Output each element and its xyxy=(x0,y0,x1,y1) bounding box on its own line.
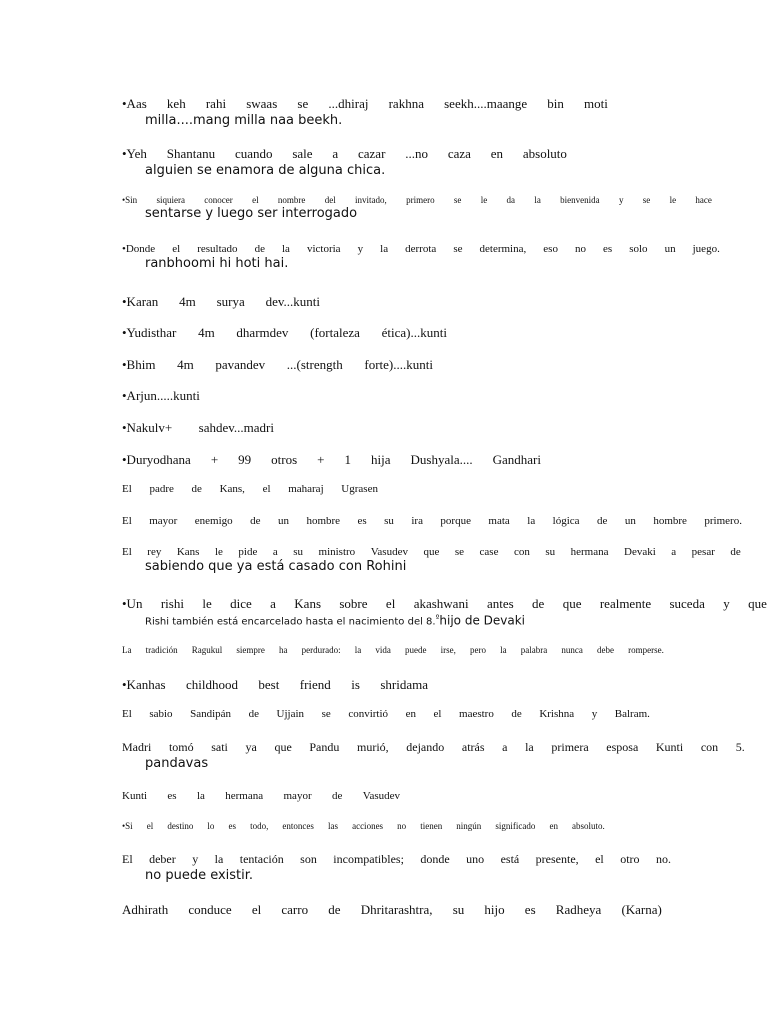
word: caza xyxy=(447,146,471,161)
word: la xyxy=(500,645,507,655)
word: porque xyxy=(440,515,471,527)
list-item xyxy=(122,243,720,271)
word: es xyxy=(228,821,236,831)
word: significado xyxy=(495,821,536,831)
word: hombre xyxy=(653,515,687,527)
word: le xyxy=(214,546,223,558)
word: El xyxy=(122,852,133,866)
word: dejando xyxy=(406,740,445,754)
word: de xyxy=(597,515,608,527)
word: keh xyxy=(166,96,186,111)
word: mayor xyxy=(283,790,312,802)
word: enemigo xyxy=(194,515,233,527)
word: Kans, xyxy=(219,483,245,495)
list-item xyxy=(122,596,767,627)
word: conduce xyxy=(188,902,232,917)
word: akashwani xyxy=(413,596,469,611)
entry-line xyxy=(122,596,767,612)
word: ningún xyxy=(456,821,482,831)
word: el xyxy=(595,852,604,866)
word: •Sin xyxy=(122,195,138,205)
word: lo xyxy=(207,821,215,831)
word: Kans xyxy=(176,546,200,558)
entry-line xyxy=(122,790,400,802)
word: de xyxy=(511,708,522,720)
word: padre xyxy=(149,483,174,495)
word: a xyxy=(671,546,677,558)
word: primero. xyxy=(704,515,742,527)
word: deber xyxy=(149,852,176,866)
word: Devaki xyxy=(624,546,656,558)
entry-line xyxy=(122,294,320,310)
word: es xyxy=(167,790,177,802)
word: rakhna xyxy=(388,96,424,111)
entry-line xyxy=(122,452,541,468)
word: es xyxy=(524,902,536,917)
word: le xyxy=(202,596,212,611)
word: hombre xyxy=(306,515,341,527)
word: de xyxy=(331,790,343,802)
list-item xyxy=(122,294,320,310)
word: irse, xyxy=(440,645,456,655)
word: 4m xyxy=(198,325,215,340)
list-item xyxy=(122,546,741,574)
word: todo, xyxy=(250,821,269,831)
word: Vasudev xyxy=(370,546,408,558)
ordinal-superscript: º xyxy=(435,613,440,622)
word: El xyxy=(122,546,132,558)
word: tradición xyxy=(145,645,178,655)
word: sahdev...madri xyxy=(198,420,274,435)
word: se xyxy=(453,243,463,255)
list-item xyxy=(122,195,712,221)
word: las xyxy=(328,821,338,831)
word: friend xyxy=(299,677,331,692)
entry-continuation: alguien se enamora de alguna chica. xyxy=(145,163,386,178)
word: le xyxy=(480,195,488,205)
word: Ragukul xyxy=(191,645,223,655)
word: (Karna) xyxy=(621,902,662,917)
word: que xyxy=(423,546,440,558)
word: en xyxy=(490,146,504,161)
word: es xyxy=(357,515,367,527)
word: nunca xyxy=(561,645,583,655)
continuation-part: hijo de Devaki xyxy=(439,613,525,628)
word: lógica xyxy=(552,515,580,527)
word: hija xyxy=(371,452,391,467)
word: antes xyxy=(486,596,514,611)
word: is xyxy=(351,677,360,692)
word: tienen xyxy=(420,821,443,831)
list-item xyxy=(122,325,447,341)
word: entonces xyxy=(282,821,314,831)
word: otro xyxy=(620,852,640,866)
word: y xyxy=(618,195,624,205)
entry-line xyxy=(122,740,745,755)
word: eso xyxy=(543,243,558,255)
word: la xyxy=(534,195,541,205)
word: con xyxy=(513,546,530,558)
word: bienvenida xyxy=(560,195,600,205)
entry-continuation: sabiendo que ya está casado con Rohini xyxy=(145,559,407,574)
word: un xyxy=(664,243,676,255)
word: se xyxy=(453,195,462,205)
word: Sandipán xyxy=(190,708,232,720)
word: de xyxy=(254,243,265,255)
word: que xyxy=(748,596,767,611)
word: best xyxy=(258,677,280,692)
word: •Nakulv+ xyxy=(122,420,173,435)
entry-line xyxy=(122,515,742,527)
word: no xyxy=(574,243,586,255)
entry-continuation: sentarse y luego ser interrogado xyxy=(145,206,358,221)
word: romperse. xyxy=(628,645,664,655)
entry-line xyxy=(122,146,567,162)
entry-line xyxy=(122,420,274,436)
word: Kunti xyxy=(122,790,148,802)
word: en xyxy=(549,821,558,831)
word: La xyxy=(122,645,132,655)
word: El xyxy=(122,515,132,527)
word: del xyxy=(324,195,336,205)
word: case xyxy=(479,546,499,558)
word: Vasudev xyxy=(362,790,400,802)
entry-line xyxy=(122,546,741,558)
word: suceda xyxy=(669,596,705,611)
word: •Aas xyxy=(122,96,147,111)
word: Dhritarashtra, xyxy=(360,902,433,917)
word: juego. xyxy=(692,243,720,255)
word: de xyxy=(532,596,545,611)
word: pavandev xyxy=(215,357,266,372)
word: shridama xyxy=(380,677,428,692)
word: dice xyxy=(230,596,252,611)
word: invitado, xyxy=(355,195,387,205)
word: que xyxy=(274,740,292,754)
word: 99 xyxy=(238,452,252,467)
word: cazar xyxy=(358,146,386,161)
list-item xyxy=(122,452,541,468)
word: El xyxy=(122,483,132,495)
entry-continuation: milla....mang milla naa beekh. xyxy=(145,113,343,128)
word: a xyxy=(502,740,508,754)
word: ...dhiraj xyxy=(328,96,369,111)
word: sale xyxy=(292,146,313,161)
entry-line xyxy=(122,902,662,918)
entry-line xyxy=(122,852,671,867)
word: sati xyxy=(211,740,228,754)
word: mayor xyxy=(149,515,178,527)
entry-line xyxy=(122,483,378,495)
word: su xyxy=(384,515,394,527)
entry-line xyxy=(122,243,720,255)
word: que xyxy=(562,596,582,611)
list-item xyxy=(122,708,650,720)
word: el xyxy=(385,596,396,611)
word: maestro xyxy=(459,708,494,720)
word: •Duryodhana xyxy=(122,452,191,467)
word: da xyxy=(506,195,516,205)
word: forte)....kunti xyxy=(364,357,433,372)
word: siquiera xyxy=(156,195,185,205)
word: hijo xyxy=(484,902,505,917)
word: childhood xyxy=(185,677,238,692)
word: palabra xyxy=(520,645,548,655)
word: se xyxy=(321,708,331,720)
word: mata xyxy=(488,515,510,527)
word: el xyxy=(146,821,154,831)
word: ...(strength xyxy=(286,357,343,372)
word: ha xyxy=(279,645,288,655)
entry-line xyxy=(122,388,206,404)
word: •Arjun.....kunti xyxy=(122,388,200,403)
word: son xyxy=(300,852,317,866)
word: perdurado: xyxy=(301,645,341,655)
continuation-part: Rishi también está encarcelado hasta el nacimiento del 8. xyxy=(145,616,436,628)
list-item xyxy=(122,677,428,693)
word: ética)...kunti xyxy=(381,325,447,340)
word: ...no xyxy=(405,146,428,161)
word: la xyxy=(380,243,389,255)
word: uno xyxy=(466,852,485,866)
word: ya xyxy=(245,740,257,754)
word: dev...kunti xyxy=(265,294,320,309)
word: nombre xyxy=(277,195,306,205)
list-item xyxy=(122,483,378,495)
word: se xyxy=(297,96,309,111)
word: ira xyxy=(411,515,423,527)
word: de xyxy=(248,708,259,720)
entry-line xyxy=(122,195,712,205)
word: absoluto xyxy=(522,146,567,161)
list-item xyxy=(122,96,608,128)
entry-continuation: ranbhoomi hi hoti hai. xyxy=(145,256,289,271)
word: de xyxy=(191,483,202,495)
list-item xyxy=(122,852,671,883)
word: destino xyxy=(167,821,194,831)
word: su xyxy=(293,546,304,558)
word: 4m xyxy=(179,294,196,309)
word: carro xyxy=(281,902,309,917)
word: hermana xyxy=(570,546,609,558)
list-item xyxy=(122,515,742,527)
word: sabio xyxy=(149,708,173,720)
word: el xyxy=(252,195,259,205)
word: Shantanu xyxy=(166,146,216,161)
word: (fortaleza xyxy=(310,325,360,340)
word: pesar xyxy=(691,546,715,558)
word: primero xyxy=(406,195,435,205)
list-item xyxy=(122,420,274,436)
list-item xyxy=(122,388,206,404)
word: 1 xyxy=(344,452,351,467)
word: presente, xyxy=(535,852,579,866)
entry-line xyxy=(122,821,605,831)
list-item xyxy=(122,146,567,178)
word: su xyxy=(545,546,556,558)
word: a xyxy=(270,596,276,611)
word: de xyxy=(328,902,341,917)
word: debe xyxy=(596,645,614,655)
word: Radheya xyxy=(555,902,602,917)
word: absoluto. xyxy=(572,821,605,831)
word: Ugrasen xyxy=(341,483,378,495)
word: Madri xyxy=(122,740,152,754)
word: pide xyxy=(238,546,258,558)
word: se xyxy=(454,546,465,558)
word: y xyxy=(723,596,730,611)
word: rishi xyxy=(160,596,184,611)
word: pero xyxy=(469,645,486,655)
word: Kunti xyxy=(655,740,684,754)
word: vida xyxy=(375,645,391,655)
word: Gandhari xyxy=(492,452,541,467)
word: la xyxy=(527,515,536,527)
entry-line xyxy=(122,357,433,373)
word: murió, xyxy=(356,740,389,754)
word: y xyxy=(357,243,364,255)
word: rey xyxy=(147,546,162,558)
word: •Un xyxy=(122,596,143,611)
word: ministro xyxy=(318,546,356,558)
word: tomó xyxy=(168,740,194,754)
word: maharaj xyxy=(288,483,324,495)
entry-line xyxy=(122,96,608,112)
word: y xyxy=(591,708,598,720)
word: el xyxy=(172,243,181,255)
word: determina, xyxy=(479,243,527,255)
word: atrás xyxy=(461,740,485,754)
word: •Donde xyxy=(122,243,156,255)
list-item xyxy=(122,645,664,655)
word: cuando xyxy=(234,146,273,161)
word: sobre xyxy=(339,596,368,611)
word: •Si xyxy=(122,821,133,831)
word: el xyxy=(251,902,262,917)
word: Ujjain xyxy=(276,708,305,720)
word: hermana xyxy=(225,790,264,802)
word: •Yeh xyxy=(122,146,147,161)
word: seekh....maange xyxy=(444,96,528,111)
word: es xyxy=(603,243,613,255)
word: incompatibles; xyxy=(333,852,404,866)
list-item xyxy=(122,357,433,373)
word: la xyxy=(281,243,290,255)
entry-line xyxy=(122,677,428,693)
word: Balram. xyxy=(614,708,650,720)
list-item xyxy=(122,821,605,831)
word: la xyxy=(354,645,362,655)
entry-continuation xyxy=(122,613,767,627)
word: con xyxy=(700,740,719,754)
word: Adhirath xyxy=(122,902,169,917)
word: resultado xyxy=(197,243,238,255)
entry-line xyxy=(122,325,447,341)
word: esposa xyxy=(606,740,639,754)
entry-continuation: pandavas xyxy=(145,756,209,771)
word: está xyxy=(500,852,520,866)
word: la xyxy=(214,852,224,866)
word: a xyxy=(332,146,339,161)
word: •Yudisthar xyxy=(122,325,177,340)
word: el xyxy=(262,483,271,495)
entry-line xyxy=(122,708,650,720)
word: no xyxy=(397,821,407,831)
word: de xyxy=(730,546,741,558)
word: le xyxy=(669,195,677,205)
word: su xyxy=(452,902,465,917)
word: Dushyala.... xyxy=(410,452,473,467)
word: •Karan xyxy=(122,294,159,309)
word: se xyxy=(642,195,651,205)
word: + xyxy=(317,452,325,467)
word: bin xyxy=(547,96,564,111)
word: no. xyxy=(655,852,671,866)
word: surya xyxy=(216,294,245,309)
list-item xyxy=(122,790,400,802)
word: moti xyxy=(584,96,608,111)
word: convirtió xyxy=(348,708,389,720)
list-item xyxy=(122,902,662,918)
word: y xyxy=(192,852,199,866)
word: dharmdev xyxy=(236,325,289,340)
word: El xyxy=(122,708,132,720)
word: hace xyxy=(695,195,712,205)
word: •Bhim xyxy=(122,357,156,372)
word: solo xyxy=(629,243,648,255)
word: la xyxy=(525,740,534,754)
word: la xyxy=(196,790,205,802)
word: 5. xyxy=(735,740,745,754)
word: un xyxy=(624,515,636,527)
word: a xyxy=(272,546,278,558)
word: tentación xyxy=(239,852,284,866)
word: Krishna xyxy=(539,708,575,720)
word: donde xyxy=(420,852,450,866)
word: victoria xyxy=(306,243,341,255)
word: derrota xyxy=(405,243,437,255)
word: Pandu xyxy=(309,740,340,754)
word: rahi xyxy=(205,96,227,111)
word: un xyxy=(277,515,289,527)
word: otros xyxy=(271,452,298,467)
word: de xyxy=(250,515,261,527)
word: en xyxy=(405,708,416,720)
word: siempre xyxy=(236,645,265,655)
word: conocer xyxy=(204,195,233,205)
word: Kans xyxy=(294,596,321,611)
word: primera xyxy=(551,740,589,754)
word: puede xyxy=(404,645,427,655)
word: •Kanhas xyxy=(122,677,166,692)
word: el xyxy=(433,708,442,720)
list-item xyxy=(122,740,745,771)
word: 4m xyxy=(177,357,194,372)
word: swaas xyxy=(246,96,278,111)
word: + xyxy=(210,452,219,467)
entry-line xyxy=(122,645,664,655)
entry-continuation: no puede existir. xyxy=(145,868,254,883)
word: realmente xyxy=(599,596,652,611)
word: acciones xyxy=(352,821,384,831)
